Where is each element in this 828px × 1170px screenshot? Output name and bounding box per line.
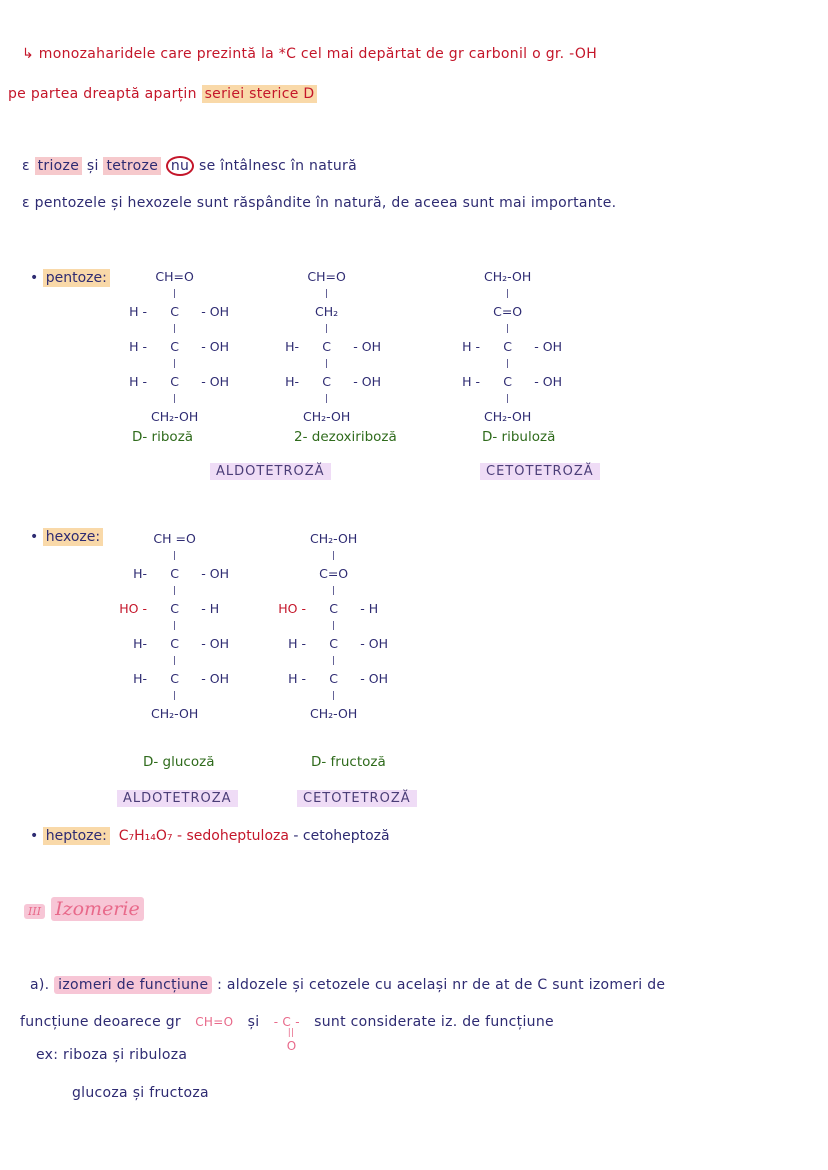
note-text: și <box>86 158 99 174</box>
formula-part: C <box>170 671 179 686</box>
formula-part: H- <box>133 671 147 686</box>
formula-part <box>250 705 310 723</box>
bond-line: | <box>173 620 177 631</box>
structure-fructoza <box>250 530 447 723</box>
note-1 <box>22 158 357 174</box>
bond-line: | <box>506 323 510 334</box>
pentoze-label: • pentoze: <box>30 270 110 286</box>
formula-part <box>424 408 484 426</box>
formula-part: CH₂-OH <box>151 706 199 721</box>
formula-part: C <box>170 339 179 354</box>
bond-line <box>91 618 151 636</box>
bond-line <box>250 688 310 706</box>
circled-nu: nu <box>166 156 194 176</box>
formula-part: - OH <box>201 671 229 686</box>
bond-line: | <box>506 393 510 404</box>
formula-part: H - <box>288 671 306 686</box>
bond-line <box>424 321 484 339</box>
structure-dezoxiriboza <box>243 268 440 426</box>
formula-part: H- <box>285 339 299 354</box>
formula-part: C <box>329 601 338 616</box>
bond-line <box>424 286 484 304</box>
formula-part: - OH <box>201 566 229 581</box>
name-glucoza: D- glucoză <box>143 754 215 770</box>
ketone-top: - C - <box>273 1015 300 1029</box>
bond-line <box>91 583 151 601</box>
bond-line: | <box>173 323 177 334</box>
formula-part: - OH <box>353 374 381 389</box>
formula-part: - OH <box>534 339 562 354</box>
bond-line: | <box>173 358 177 369</box>
formula-part: CH₂-OH <box>484 269 532 284</box>
note-text: se întâlnesc în natură <box>199 158 357 174</box>
hexoze-label: • hexoze: <box>30 529 103 545</box>
bond-line <box>357 548 447 566</box>
badge-cetotetroza: CETOTETROZĂ <box>297 790 417 807</box>
hexoze-label-text: hexoze: <box>43 528 103 546</box>
formula-part: C <box>503 339 512 354</box>
formula-part <box>357 705 447 723</box>
highlight-tetroze: tetroze <box>103 157 161 175</box>
bond-line: | <box>173 690 177 701</box>
formula-part <box>531 408 621 426</box>
name-riboza: D- riboză <box>132 429 194 445</box>
bond-line: | <box>173 393 177 404</box>
bond-line <box>91 548 151 566</box>
formula-part <box>424 303 484 321</box>
list-prefix: a). <box>30 977 50 993</box>
note-text: pentozele și hexozele sunt răspândite în natură, de aceea sunt mai importante. <box>34 195 617 211</box>
note-2 <box>22 195 616 211</box>
bond-line <box>424 356 484 374</box>
bullet-icon: ε <box>22 195 30 211</box>
bond-line: | <box>506 358 510 369</box>
bond-line <box>91 286 151 304</box>
section-number: III <box>24 904 45 919</box>
structure-ribuloza <box>424 268 621 426</box>
name-ribuloza: D- ribuloză <box>482 429 556 445</box>
formula-part <box>243 268 303 286</box>
izomeri-text: funcțiune deoarece gr <box>20 1014 181 1030</box>
formula-part: H- <box>285 374 299 389</box>
bond-line <box>250 548 310 566</box>
formula-part: C <box>170 566 179 581</box>
section-title: Izomerie <box>51 897 144 921</box>
formula-part <box>250 565 310 583</box>
formula-part <box>91 408 151 426</box>
name-fructoza: D- fructoză <box>311 754 386 770</box>
bond-line <box>357 653 447 671</box>
bond-line: | <box>325 393 329 404</box>
formula-part: H - <box>462 339 480 354</box>
formula-part: C=O <box>319 566 349 581</box>
formula-part: H - <box>288 636 306 651</box>
formula-part: - OH <box>353 339 381 354</box>
formula-part: CH₂ <box>315 304 339 319</box>
formula-part <box>91 530 151 548</box>
example-2: glucoza și fructoza <box>72 1085 209 1101</box>
formula-part <box>357 565 447 583</box>
formula-part: H - <box>462 374 480 389</box>
formula-part: C <box>322 339 331 354</box>
bond-line: | <box>332 585 336 596</box>
highlight-izomeri-de-functiune: izomeri de funcțiune <box>54 976 212 994</box>
bond-line <box>357 688 447 706</box>
bond-line <box>91 653 151 671</box>
bond-line: | <box>325 288 329 299</box>
highlight-seriei-sterice: seriei sterice D <box>202 85 318 103</box>
formula-part <box>250 530 310 548</box>
izomeri-text: sunt considerate iz. de funcțiune <box>314 1014 554 1030</box>
bond-line <box>250 583 310 601</box>
formula-part: - OH <box>201 304 229 319</box>
formula-part: H - <box>129 339 147 354</box>
bond-line: | <box>332 690 336 701</box>
formula-part: H - <box>129 304 147 319</box>
bullet-icon: ε <box>22 158 30 174</box>
heptoze-formula: C₇H₁₄O₇ - sedoheptuloza <box>118 828 289 844</box>
formula-part: C <box>329 671 338 686</box>
heptoze-line: • heptoze: C₇H₁₄O₇ - sedoheptuloza - cetoheptoză <box>30 828 390 844</box>
formula-part: H - <box>129 374 147 389</box>
group-ketone <box>273 1015 300 1053</box>
bond-line <box>357 583 447 601</box>
formula-part <box>424 268 484 286</box>
pentoze-label-text: pentoze: <box>43 269 110 287</box>
ketone-oxygen: O <box>286 1039 297 1053</box>
formula-part <box>91 705 151 723</box>
badge-cetotetroza: CETOTETROZĂ <box>480 463 600 480</box>
formula-part <box>91 268 151 286</box>
formula-part: HO - <box>278 601 306 616</box>
izomeri-line-1 <box>30 977 665 993</box>
bond-line <box>357 618 447 636</box>
formula-part: CH =O <box>153 531 196 546</box>
bond-line: | <box>173 655 177 666</box>
formula-part: HO - <box>119 601 147 616</box>
bond-line: | <box>332 550 336 561</box>
formula-part: CH=O <box>307 269 346 284</box>
intro-line-2 <box>8 86 317 102</box>
formula-part: CH=O <box>155 269 194 284</box>
bond-line <box>91 321 151 339</box>
bond-line: | <box>332 655 336 666</box>
bond-line <box>531 286 621 304</box>
bond-line <box>243 391 303 409</box>
formula-part: CH₂-OH <box>310 531 358 546</box>
bond-line <box>531 356 621 374</box>
bond-line: | <box>332 620 336 631</box>
formula-part: CH₂-OH <box>151 409 199 424</box>
formula-part: - H <box>360 601 379 616</box>
bond-line <box>243 356 303 374</box>
formula-part: C <box>170 601 179 616</box>
bond-line <box>250 653 310 671</box>
intro-line-1: ↳ monozaharidele care prezintă la *C cel mai depărtat de gr carbonil o gr. -OH <box>22 46 598 62</box>
formula-part: C <box>503 374 512 389</box>
izomeri-text: și <box>247 1014 260 1030</box>
formula-part <box>531 303 621 321</box>
formula-part: C <box>329 636 338 651</box>
intro-line-2-text: pe partea dreaptă aparțin <box>8 86 197 102</box>
izomeri-line-2 <box>20 1014 554 1053</box>
bond-line <box>531 321 621 339</box>
formula-part <box>243 303 303 321</box>
badge-aldotetroza: ALDOTETROZĂ <box>210 463 331 480</box>
bond-line <box>91 391 151 409</box>
bond-line <box>91 356 151 374</box>
formula-part <box>357 530 447 548</box>
formula-part: C <box>322 374 331 389</box>
formula-part: C <box>170 636 179 651</box>
formula-part: CH₂-OH <box>484 409 532 424</box>
bond-line <box>531 391 621 409</box>
ketone-bond: || <box>287 1028 295 1038</box>
badge-aldotetroza: ALDOTETROZA <box>117 790 238 807</box>
bond-line <box>250 618 310 636</box>
formula-part: H- <box>133 636 147 651</box>
formula-part: C <box>170 304 179 319</box>
bond-line <box>243 321 303 339</box>
bond-line: | <box>173 288 177 299</box>
formula-part: C <box>170 374 179 389</box>
formula-part: C=O <box>493 304 523 319</box>
formula-part: - OH <box>201 339 229 354</box>
bond-line <box>243 286 303 304</box>
section-heading <box>24 898 144 920</box>
bond-line: | <box>325 323 329 334</box>
formula-part: - OH <box>534 374 562 389</box>
formula-part: CH₂-OH <box>303 409 351 424</box>
bond-line: | <box>173 550 177 561</box>
bond-line <box>424 391 484 409</box>
formula-part: - OH <box>201 374 229 389</box>
name-dezoxiriboza: 2- dezoxiriboză <box>294 429 397 445</box>
heptoze-rest: - cetoheptoză <box>293 828 390 844</box>
formula-part: - OH <box>201 636 229 651</box>
highlight-trioze: trioze <box>35 157 82 175</box>
formula-part <box>531 268 621 286</box>
bond-line: | <box>173 585 177 596</box>
group-aldehyde: CH=O <box>195 1015 234 1029</box>
example-1: ex: riboza și ribuloza <box>36 1047 188 1063</box>
heptoze-label: heptoze: <box>43 827 110 845</box>
bond-line: | <box>325 358 329 369</box>
bond-line: | <box>506 288 510 299</box>
formula-part <box>243 408 303 426</box>
formula-part: - OH <box>360 636 388 651</box>
formula-part: - H <box>201 601 220 616</box>
izomeri-text: : aldozele și cetozele cu același nr de at de C sunt izomeri de <box>217 977 666 993</box>
formula-part: - OH <box>360 671 388 686</box>
formula-part: CH₂-OH <box>310 706 358 721</box>
formula-part: H- <box>133 566 147 581</box>
bond-line <box>91 688 151 706</box>
